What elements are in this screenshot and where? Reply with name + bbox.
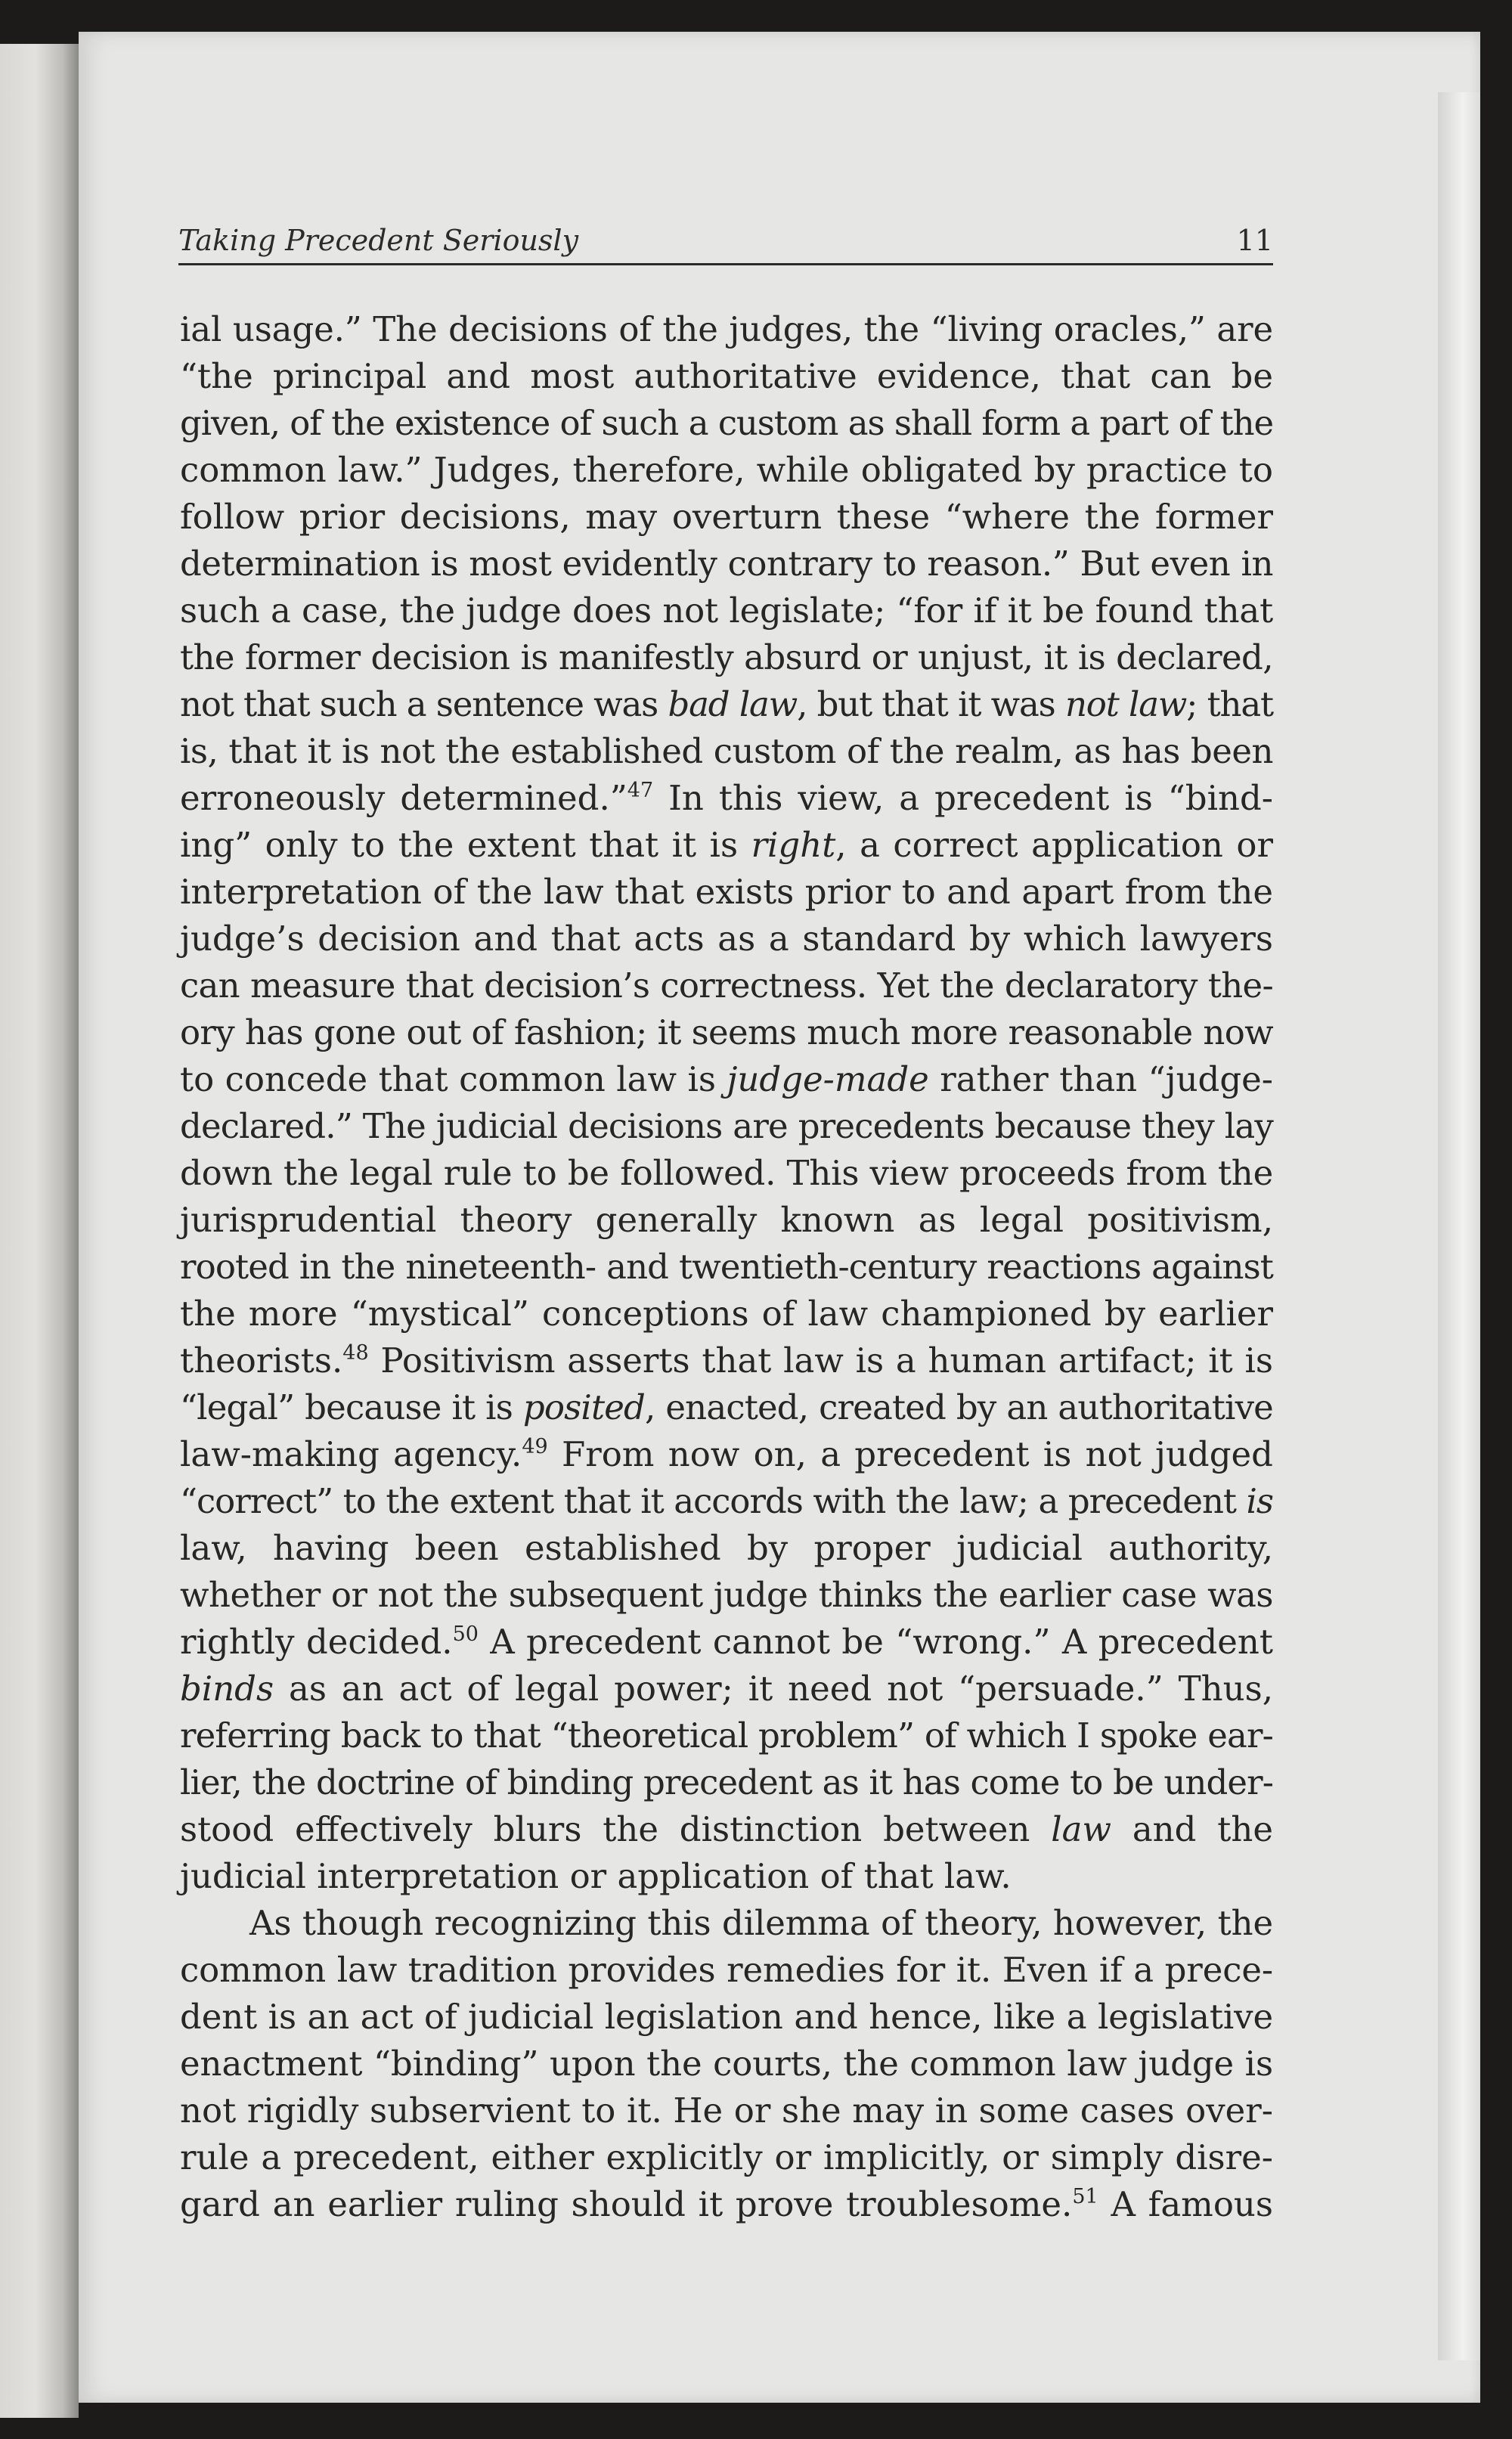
text-line	[180, 1337, 1273, 1384]
text-segment: stood effectively blurs the distinction between	[180, 1809, 1052, 1849]
text-segment: not that such a sentence was	[180, 684, 668, 724]
text-segment: A precedent cannot be “wrong.” A precedent	[478, 1622, 1273, 1662]
text-line	[180, 447, 1273, 494]
text-segment: In this view, a precedent is “bind-	[653, 778, 1273, 818]
text-line	[180, 916, 1273, 962]
footnote-marker: 48	[342, 1341, 369, 1365]
text-line	[180, 1431, 1273, 1478]
text-segment: to concede that common law is	[180, 1059, 727, 1099]
text-segment: common law tradition provides remedies for it. Even if a prece-	[180, 1950, 1273, 1990]
text-line	[180, 2041, 1273, 2087]
italic-text: not law	[1064, 684, 1187, 724]
body-text	[180, 306, 1273, 2228]
text-segment: interpretation of the law that exists prior to and apart from the	[180, 872, 1273, 912]
text-line	[180, 1666, 1273, 1712]
text-segment: rather than “judge-	[928, 1059, 1273, 1099]
text-line	[180, 1806, 1273, 1853]
text-line	[180, 1525, 1273, 1572]
text-line	[180, 1478, 1273, 1525]
text-segment: determination is most evidently contrary to reason.” But even in	[180, 544, 1273, 584]
text-segment: ; that	[1186, 684, 1273, 724]
text-segment: down the legal rule to be followed. This view proceeds from the	[180, 1153, 1273, 1193]
text-segment: , a correct application or	[835, 825, 1273, 865]
text-segment: judge’s decision and that acts as a standard by which lawyers	[180, 919, 1273, 959]
footnote-marker: 51	[1072, 2185, 1098, 2208]
text-line	[180, 1619, 1273, 1666]
text-line	[180, 1759, 1273, 1806]
text-segment: referring back to that “theoretical problem” of which I spoke ear-	[180, 1715, 1273, 1756]
text-segment: the more “mystical” conceptions of law championed by earlier	[180, 1294, 1273, 1334]
text-segment: rightly decided.	[180, 1622, 453, 1662]
text-segment: law-making agency.	[180, 1434, 522, 1474]
text-segment: “legal” because it is	[180, 1387, 523, 1427]
page-fore-edge	[1438, 92, 1480, 2360]
text-segment: enactment “binding” upon the courts, the common law judge is	[180, 2044, 1273, 2084]
text-segment: jurisprudential theory generally known as legal positivism,	[180, 1200, 1273, 1240]
text-line	[180, 962, 1273, 1009]
italic-text: judge-made	[727, 1059, 929, 1099]
page-number: 11	[1236, 224, 1273, 257]
text-line	[180, 1291, 1273, 1337]
text-segment: declared.” The judicial decisions are precedents because they lay	[180, 1106, 1273, 1146]
italic-text: law	[1051, 1809, 1111, 1849]
facing-page-edge	[0, 44, 79, 2418]
text-segment: ing” only to the extent that it is	[180, 825, 751, 865]
text-line	[180, 1384, 1273, 1431]
text-line	[180, 1900, 1273, 1947]
text-segment: erroneously determined.”	[180, 778, 627, 818]
text-segment: From now on, a precedent is not judged	[547, 1434, 1273, 1474]
text-segment: , enacted, created by an authoritative	[645, 1387, 1273, 1427]
italic-text: binds	[180, 1669, 274, 1709]
text-segment: ial usage.” The decisions of the judges, the “living oracles,” are	[180, 309, 1273, 349]
text-line	[180, 728, 1273, 775]
text-segment: follow prior decisions, may overturn these “where the former	[180, 497, 1273, 537]
text-line	[180, 775, 1273, 822]
italic-text: is	[1246, 1481, 1273, 1521]
text-segment: dent is an act of judicial legislation and hence, like a legislative	[180, 1997, 1273, 2037]
text-segment: , but that it was	[797, 684, 1065, 724]
running-header	[178, 216, 1273, 265]
text-line	[180, 681, 1273, 728]
text-line	[180, 541, 1273, 587]
footnote-marker: 50	[452, 1622, 479, 1646]
running-title: Taking Precedent Seriously	[178, 224, 579, 257]
text-segment: Positivism asserts that law is a human artifact; it is	[368, 1340, 1273, 1381]
text-segment: is, that it is not the established custom of the realm, as has been	[180, 731, 1273, 771]
italic-text: right	[751, 825, 836, 865]
italic-text: posited	[522, 1387, 645, 1427]
text-line	[180, 1947, 1273, 1994]
footnote-marker: 49	[522, 1435, 548, 1458]
text-segment: gard an earlier ruling should it prove troublesome.	[180, 2184, 1073, 2224]
text-segment: as an act of legal power; it need not “persuade.” Thus,	[274, 1669, 1273, 1709]
text-segment: lier, the doctrine of binding precedent as it has come to be under-	[180, 1762, 1273, 1802]
text-segment: ory has gone out of fashion; it seems much more reasonable now	[180, 1012, 1273, 1052]
text-line	[180, 1103, 1273, 1150]
text-segment: A famous	[1098, 2184, 1273, 2224]
text-segment: “correct” to the extent that it accords with the law; a precedent	[180, 1481, 1247, 1521]
text-line	[180, 2087, 1273, 2134]
text-line	[180, 306, 1273, 353]
text-segment: can measure that decision’s correctness. Yet the declaratory the-	[180, 965, 1273, 1006]
text-segment: rooted in the nineteenth- and twentieth-century reactions against	[180, 1247, 1273, 1287]
text-line	[180, 587, 1273, 634]
text-line	[180, 353, 1273, 400]
text-segment: common law.” Judges, therefore, while obligated by practice to	[180, 450, 1273, 490]
text-line	[180, 1150, 1273, 1197]
text-line	[180, 1572, 1273, 1619]
text-segment: not rigidly subservient to it. He or she may in some cases over-	[180, 2090, 1273, 2131]
text-segment: such a case, the judge does not legislate; “for if it be found that	[180, 590, 1273, 631]
text-line	[180, 1056, 1273, 1103]
text-segment: theorists.	[180, 1340, 343, 1381]
text-segment: law, having been established by proper judicial authority,	[180, 1528, 1273, 1568]
text-segment: rule a precedent, either explicitly or implicitly, or simply disre-	[180, 2137, 1273, 2177]
text-segment: “the principal and most authoritative evidence, that can be	[180, 356, 1273, 396]
italic-text: bad law	[668, 684, 798, 724]
text-line	[180, 1994, 1273, 2041]
text-line	[180, 1009, 1273, 1056]
text-segment: As though recognizing this dilemma of theory, however, the	[249, 1903, 1273, 1943]
text-line	[180, 1244, 1273, 1291]
text-segment: judicial interpretation or application of that law.	[180, 1856, 1012, 1896]
text-segment: and the	[1111, 1809, 1273, 1849]
footnote-marker: 47	[627, 779, 654, 802]
text-line	[180, 634, 1273, 681]
text-line	[180, 822, 1273, 869]
text-line	[180, 400, 1273, 447]
text-line	[180, 1712, 1273, 1759]
text-segment: the former decision is manifestly absurd or unjust, it is declared,	[180, 637, 1273, 677]
text-segment: whether or not the subsequent judge thinks the earlier case was	[180, 1575, 1273, 1615]
text-line	[180, 869, 1273, 916]
text-segment: given, of the existence of such a custom as shall form a part of the	[180, 403, 1273, 443]
text-line	[180, 1853, 1273, 1900]
text-line	[180, 1197, 1273, 1244]
text-line	[180, 494, 1273, 541]
text-line	[180, 2134, 1273, 2181]
text-line	[180, 2181, 1273, 2228]
